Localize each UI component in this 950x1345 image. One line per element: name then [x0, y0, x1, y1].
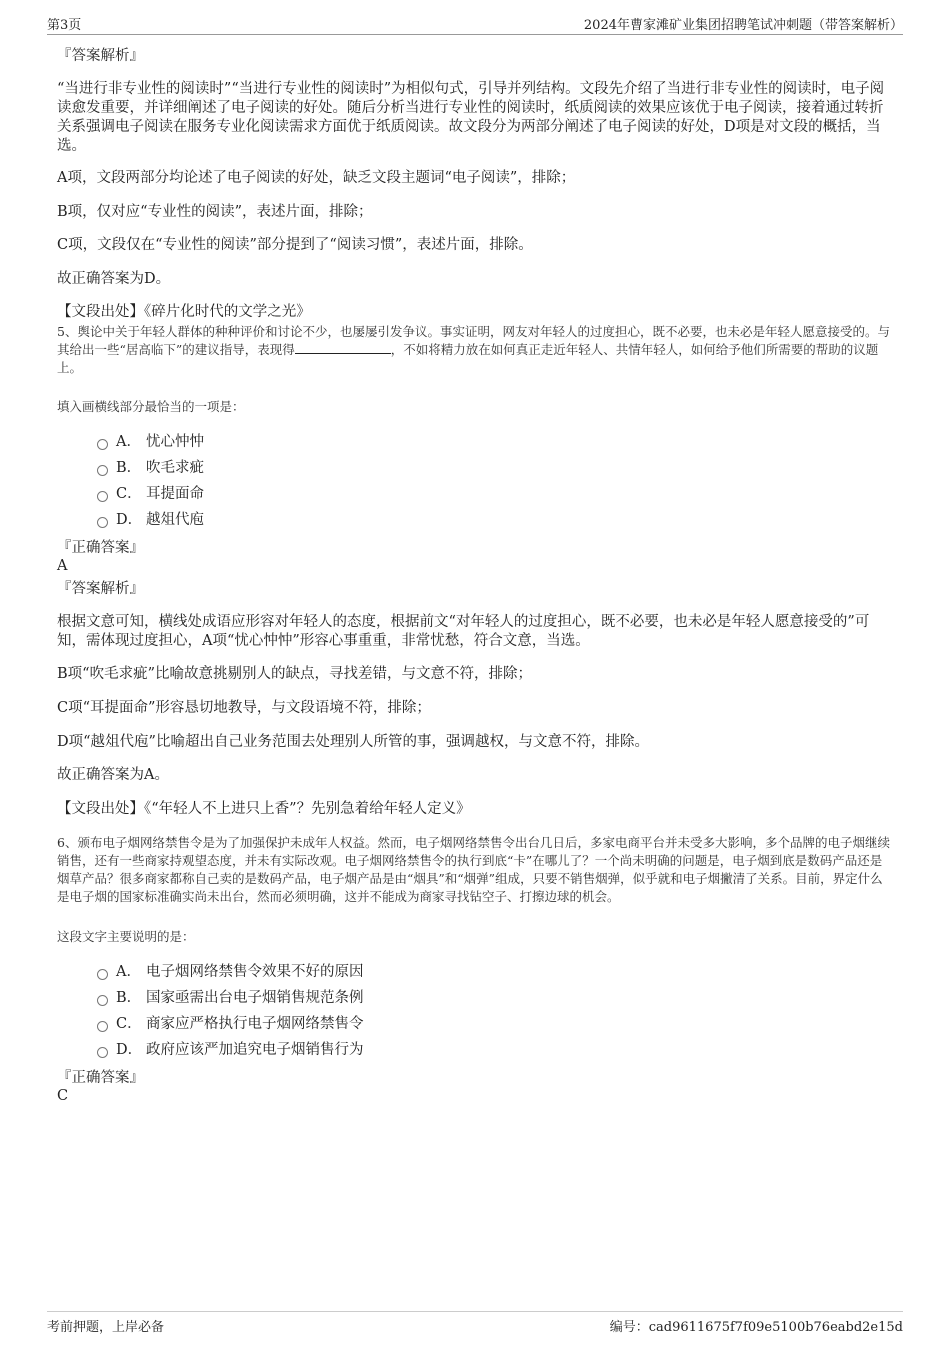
- option-d[interactable]: D． 越俎代庖: [97, 510, 204, 530]
- radio-icon[interactable]: [97, 491, 108, 502]
- fill-blank-line: [295, 341, 391, 354]
- page-header: [47, 12, 903, 35]
- question-5-prompt: 填入画横线部分最恰当的一项是：: [57, 399, 245, 414]
- analysis-option-c: C项“耳提面命”形容恳切地教导，与文段语境不符，排除；: [57, 700, 431, 716]
- analysis-option-b: B项，仅对应“专业性的阅读”，表述片面，排除；: [57, 204, 373, 220]
- analysis-paragraph: “当进行非专业性的阅读时”“当进行专业性的阅读时”为相似句式，引导并列结构。文段先介绍了当进行非专业性的阅读时，电子阅读愈发重要，并详细阐述了电子阅读的好处。随后分析当进行专业性的阅读时，纸质阅读的效果应该优于电子阅读，接着通过转折关系强调电子阅读在服务专业化阅读需求方面优于纸质阅读。故文段分为两部分阐述了电子阅读的好处，D项是对文段的概括，当选。: [57, 81, 885, 154]
- option-a[interactable]: A． 电子烟网络禁售令效果不好的原因: [97, 962, 364, 982]
- radio-icon[interactable]: [97, 969, 108, 980]
- analysis-paragraph: 根据文意可知，横线处成语应形容对年轻人的态度，根据前文“对年轻人的过度担心，既不必要，也未必是年轻人愿意接受的”可知，需体现过度担心，A项“忧心忡忡”形容心事重重，非常忧愁，符合文意，当选。: [57, 614, 870, 649]
- document-code: 编号：cad9611675f7f09e5100b76eabd2e15d: [609, 1320, 903, 1335]
- radio-icon[interactable]: [97, 1021, 108, 1032]
- radio-icon[interactable]: [97, 1047, 108, 1058]
- analysis-option-b: B项“吹毛求疵”比喻故意挑剔别人的缺点，寻找差错，与文意不符，排除；: [57, 666, 532, 682]
- question-5-stem: 5、舆论中关于年轻人群体的种种评价和讨论不少，也屡屡引发争议。事实证明，网友对年轻人的过度担心，既不必要，也未必是年轻人愿意接受的。与其给出一些“居高临下”的建议指导，表现得 ，不如将精力放在如何真正走近年轻人、共情年轻人，如何给予他们所需要的帮助的议题上。: [57, 324, 890, 375]
- question-6-stem: 6、颁布电子烟网络禁售令是为了加强保护未成年人权益。然而，电子烟网络禁售令出台几日后，多家电商平台并未受多大影响，多个品牌的电子烟继续销售，还有一些商家持观望态度，并未有实际改观。电子烟网络禁售令的执行到底“卡”在哪儿了？一个尚未明确的问题是，电子烟到底是数码产品还是烟草产品？很多商家都称自己卖的是数码产品，电子烟产品是由“烟具”和“烟弹”组成，只要不销售烟弹，似乎就和电子烟撇清了关系。目前，界定什么是电子烟的国家标准确实尚未出台，然而必须明确，这并不能成为商家寻找钻空子、打擦边球的机会。: [57, 835, 890, 904]
- question-6-prompt: 这段文字主要说明的是：: [57, 929, 195, 944]
- correct-answer-label: 『正确答案』: [57, 540, 144, 556]
- radio-icon[interactable]: [97, 995, 108, 1006]
- footer-slogan: 考前押题，上岸必备: [47, 1320, 165, 1335]
- option-d[interactable]: D． 政府应该严加追究电子烟销售行为: [97, 1040, 364, 1060]
- option-c[interactable]: C． 商家应严格执行电子烟网络禁售令: [97, 1014, 364, 1034]
- document-title: 2024年曹家滩矿业集团招聘笔试冲刺题（带答案解析）: [583, 18, 903, 33]
- radio-icon[interactable]: [97, 439, 108, 450]
- answer-conclusion: 故正确答案为D。: [57, 271, 171, 287]
- option-a[interactable]: A． 忧心忡忡: [97, 432, 204, 452]
- analysis-label: 『答案解析』: [57, 48, 144, 64]
- page-number: 第3页: [47, 18, 82, 33]
- analysis-label: 『答案解析』: [57, 581, 144, 597]
- option-b[interactable]: B． 吹毛求疵: [97, 458, 204, 478]
- answer-conclusion: 故正确答案为A。: [57, 767, 169, 783]
- radio-icon[interactable]: [97, 465, 108, 476]
- analysis-option-c: C项，文段仅在“专业性的阅读”部分提到了“阅读习惯”，表述片面，排除。: [57, 237, 533, 253]
- analysis-option-a: A项，文段两部分均论述了电子阅读的好处，缺乏文段主题词“电子阅读”，排除；: [57, 170, 576, 186]
- radio-icon[interactable]: [97, 517, 108, 528]
- correct-answer: C: [57, 1088, 69, 1104]
- correct-answer-label: 『正确答案』: [57, 1070, 144, 1086]
- analysis-option-d: D项“越俎代庖”比喻超出自己业务范围去处理别人所管的事，强调越权，与文意不符，排除。: [57, 734, 649, 750]
- option-b[interactable]: B． 国家亟需出台电子烟销售规范条例: [97, 988, 364, 1008]
- correct-answer: A: [57, 558, 68, 574]
- page-footer: [47, 1311, 903, 1336]
- text-source: 【文段出处】《“年轻人不上进只上香”？先别急着给年轻人定义》: [57, 801, 471, 817]
- text-source: 【文段出处】《碎片化时代的文学之光》: [57, 304, 311, 320]
- option-c[interactable]: C． 耳提面命: [97, 484, 204, 504]
